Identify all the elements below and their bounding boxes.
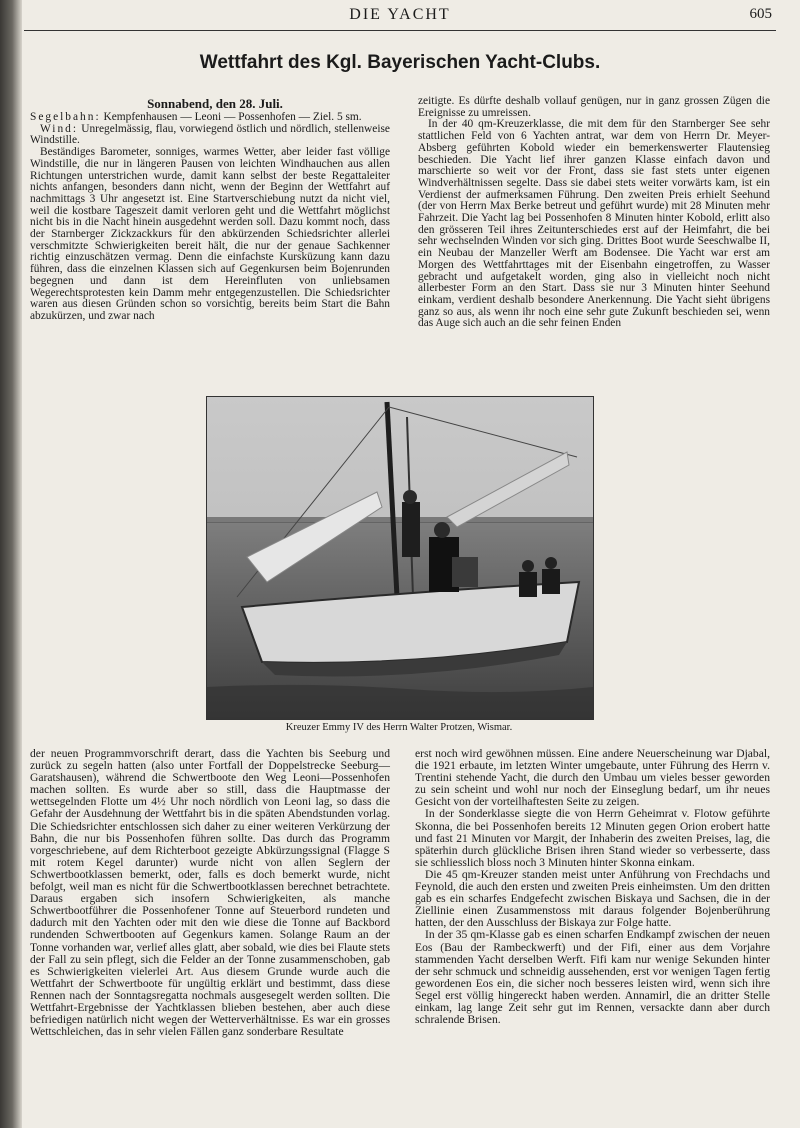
sailboat-photo — [206, 396, 594, 720]
paragraph: zeitigte. Es dürfte deshalb vollauf genügen, nur in ganz grossen Zügen die Ereignisse zu umreissen. — [418, 95, 770, 119]
segelbahn-label: Segelbahn: — [30, 111, 101, 123]
wind-text: Unregelmässig, flau, vorwiegend östlich und nördlich, stellenweise Windstille. — [30, 122, 390, 147]
wind-line — [30, 124, 390, 147]
paragraph: Beständiges Barometer, sonniges, warmes Wetter, aber leider fast völlige Windstille, die nur in längeren Pausen von leichten Windhauchen aus allen Richtungen unterstrichen wurde, damit kann selbst der beste Regattaleiter nichts anfangen, besonders dann nicht, wenn der Beginn der Wettfahrt auf nachmittags 3 Uhr angesetzt ist. Eine Startverschiebung nutzt da nicht viel, weil die kostbare Tageszeit damit verloren geht und die Wettfahrt möglichst nicht bis in die Nacht hinein ausgedehnt werden soll. Dazu kommt noch, dass der Starnberger Zickzackkurs für den abkürzenden Schiedsrichter allerlei verschmitzte Schwierigkeiten bereit hält, die nur der genaue Sachkenner richtig einzuschätzen vermag. Denn die einfachste Kursküzung kann dazu führen, dass die einzelnen Klassen sich auf Gegenkursen beim Bojenrunden begegnen und dann ist dem Hereinfluten von unliebsamen Wegerechtsprotesten kein Damm mehr entgegenzustellen. Die Schiedsrichter waren aus diesen Gründen schon so vorsichtig, bereits beim Start die Bahn abzukürzen, und zwar nach — [30, 146, 390, 322]
segelbahn-text: Kempfenhausen — Leoni — Possenhofen — Ziel. 5 sm. — [103, 111, 362, 123]
column-bottom-right — [415, 748, 770, 1026]
paragraph: erst noch wird gewöhnen müssen. Eine andere Neuerscheinung war Djabal, die 1921 erbaute, im letzten Winter umgebaute, unter Führung des Herrn v. Trentini stehende Yacht, die durch den Umbau um vieles besser geworden zu sein scheint und wohl nur noch der Einseglung bedarf, um ihr neues Gesicht von der vorteilhaftesten Seite zu zeigen. — [415, 747, 770, 809]
photo-caption: Kreuzer Emmy IV des Herrn Walter Protzen, Wismar. — [285, 722, 513, 733]
running-title: DIE YACHT — [349, 6, 451, 23]
sailboat-photo-illustration — [207, 397, 593, 719]
wind-label: Wind: — [40, 122, 79, 135]
paragraph: Die 45 qm-Kreuzer standen meist unter Anführung von Frechdachs und Feynold, die auch den ersten und zweiten Preis einheimsten. Um den dritten gab es ein scharfes Endgefecht zwischen Biskaya und Sachsen, die in der Ziellinie einen Zusammenstoss mit daraus folgender Bojenberührung hatten, der den Ausschluss der Biskaya zur Folge hatte. — [415, 867, 770, 930]
header-rule — [24, 30, 776, 31]
column-top-left — [30, 96, 390, 323]
column-top-right — [418, 96, 770, 330]
date-heading: Sonnabend, den 28. Juli. — [147, 96, 283, 111]
paragraph: In der 40 qm-Kreuzerklasse, die mit dem für den Starnberger See sehr stattlichen Feld von 6 Yachten antrat, war dem von Herrn Dr. Meyer-Absberg geführten Kobold wieder ein bemerkenswerter Flautensieg beschieden. Die Yacht lief ihrer ganzen Klasse einfach davon und marschierte so weit vor der Front, dass sie fast stets unter eigenen Windverhältnissen segelte. Dass sie dabei stets weiter vorwärts kam, ist ein Verdienst der aufmerksamen Führung. Den zweiten Preis erhielt Seehund (der von Herrn Max Berke betreut und geführt wurde) mit 28 Minuten mehr Fahrzeit. Die Yacht lag bei Possenhofen 8 Minuten hinter Kobold, erlitt also den grösseren Teil ihres Zeitunterschiedes erst auf der Heimfahrt, die bei sehr wechselnden Winden vor sich ging. Drittes Boot wurde Seeschwalbe II, ein Neubau der Manzeller Werft am Bodensee. Die Yacht war erst am Morgen des Wettfahrttages mit der Eisenbahn eingetroffen, zu Wasser gebracht und aufgetakelt worden, ging also in vielleicht noch nicht allerbester Form an den Start. Dass sie nur 3 Minuten hinter Seehund einkam, verdient deshalb besondere Anerkennung. Die Yacht sieht übrigens ganz so aus, als wenn ihr noch eine sehr gute Zukunft beschieden sei, wenn das Auge sich auch an die sehr feinen Enden — [418, 118, 770, 330]
page-number: 605 — [749, 6, 772, 22]
page-binding-shadow — [0, 0, 22, 1128]
column-bottom-left — [30, 748, 390, 1038]
paragraph: In der Sonderklasse siegte die von Herrn Geheimrat v. Flotow geführte Skonna, die bei Possenhofen bereits 12 Minuten gegen Orion erobert hatte und fast 21 Minuten vor Margit, der Inhaberin des zweiten Preises, lag, die späterhin durch glückliche Brisen ihren Stand wieder so verbesserte, dass sie schliesslich bloss noch 3 Minuten hinter Skonna einkam. — [415, 807, 770, 869]
paragraph: In der 35 qm-Klasse gab es einen scharfen Endkampf zwischen der neuen Eos (Bau der Rambeckwerft) und der Fifi, einer aus dem Vorjahre stammenden Yacht derselben Werft. Fifi kam nur wenige Sekunden hinter der sehr schmuck und schneidig aussehenden, erst vor wenigen Tagen fertig gewordenen Eos ein, die sicher noch besseres leisten wird, wenn sich ihre Segel erst völlig hingereckt haben werden. Annamirl, die an dritter Stelle einkam, lag lange Zeit sehr gut im Rennen, versackte dann aber durch schralende Brisen. — [415, 928, 770, 1027]
paragraph: der neuen Programmvorschrift derart, dass die Yachten bis Seeburg und zurück zu segeln hatten (also unter Fortfall der Doppelstrecke Seeburg—Garatshausen), während die Schwertboote den Weg Leoni—Possenhofen machen sollten. Es wurde aber so still, dass die Hauptmasse der wettsegelnden Flotte um 4½ Uhr noch nördlich von Leoni lag, so dass die Gefahr der Ausdehnung der Wettfahrt bis in die späten Abendstunden vorlag. Die Schiedsrichter entschlossen sich daher zu einer weiteren Verkürzung der Bahn, die nur bis Possenhofen führen sollte. Das durch das Programm vorgeschriebene, auf dem Richterboot gezeigte Abkürzungssignal (Flagge S mit rotem Kegel darunter) wurde nicht von allen Seglern der Schwertbootklassen bemerkt, oder, falls es doch bemerkt wurde, nicht befolgt, weil man es nicht für die Schwertbootklassen berechnet betrachtete. Daraus ergaben sich insofern Schwierigkeiten, als manche Schwertbootführer die Possenhofener Tonne auf Steuerbord rundeten und dadurch mit den Yachten oder mit den wie diese die Tonne auf Backbord rundenden Schwertbooten auf Gegenkurs kamen. Solange Raum an der Tonne vorhanden war, verlief alles glatt, aber sobald, wie dies bei Flaute stets der Fall zu sein pflegt, sich die Felder an der Tonne zusammenschoben, gab es Schwierigkeiten vielerlei Art. Aus diesem Grunde wurde auch die Wettfahrt der Schwertboote für ungültig erklärt und bestimmt, dass diese Rennen nach der Sonntagsregatta nochmals ausgesegelt werden sollten. Die Wettfahrt-Ergebnisse der Yachtklassen blieben bestehen, aber auch diese befriedigen natürlich nicht wegen der Wetterverhältnisse. Es war ein grosses Wettschleichen, das in sehr vielen Fällen ganz sonderbare Resultate — [30, 747, 390, 1039]
article-title: Wettfahrt des Kgl. Bayerischen Yacht-Clubs. — [199, 52, 601, 73]
